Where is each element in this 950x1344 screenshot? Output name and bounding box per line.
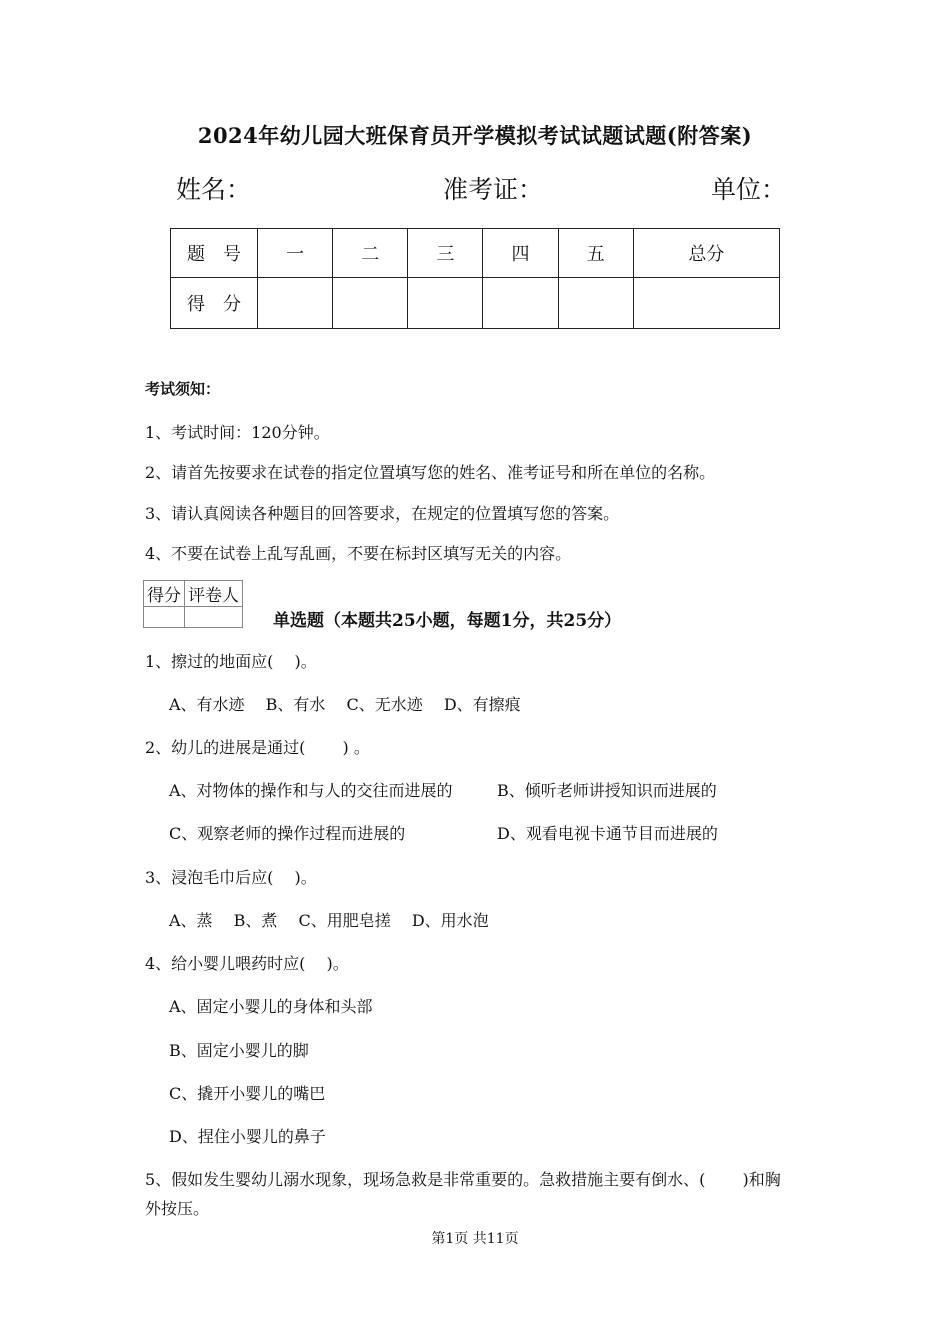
score-cell-part-3[interactable]	[408, 278, 483, 329]
unit-field-label: 单位：	[711, 175, 787, 204]
grader-box	[143, 580, 243, 628]
score-table-score-row	[171, 278, 780, 329]
section-title: 单选题（本题共25小题，每题1分，共25分）	[273, 611, 622, 631]
document-title: 2024年幼儿园大班保育员开学模拟考试试题试题(附答案)	[197, 123, 753, 148]
notice-item: 3、请认真阅读各种题目的回答要求，在规定的位置填写您的答案。	[145, 504, 620, 523]
score-row-label: 得 分	[171, 278, 258, 329]
question-2-option-b: B、倾听老师讲授知识而进展的	[497, 781, 717, 800]
page-footer: 第1页 共11页	[431, 1231, 519, 1247]
question-5-stem-line-2: 外按压。	[145, 1199, 210, 1218]
grader-reviewer-cell[interactable]	[185, 607, 243, 628]
header-cell-part-3: 三	[408, 229, 483, 278]
question-3-stem: 3、浸泡毛巾后应( )。	[145, 868, 317, 887]
question-3-options: A、蒸 B、煮 C、用肥皂搓 D、用水泡	[169, 911, 489, 930]
header-cell-part-4: 四	[483, 229, 558, 278]
header-cell-total: 总分	[633, 229, 779, 278]
score-cell-part-4[interactable]	[483, 278, 558, 329]
question-4-option-c: C、撬开小婴儿的嘴巴	[169, 1084, 326, 1103]
question-4-option-a: A、固定小婴儿的身体和头部	[169, 997, 373, 1016]
notice-item: 2、请首先按要求在试卷的指定位置填写您的姓名、准考证号和所在单位的名称。	[145, 463, 716, 482]
question-4-option-b: B、固定小婴儿的脚	[169, 1041, 309, 1060]
question-1-stem: 1、擦过的地面应( )。	[145, 652, 317, 671]
score-cell-part-5[interactable]	[558, 278, 633, 329]
name-field-label: 姓名：	[176, 175, 252, 204]
notice-item: 1、考试时间：120分钟。	[145, 423, 330, 442]
header-cell-part-1: 一	[258, 229, 333, 278]
grader-score-cell[interactable]	[144, 607, 185, 628]
question-4-option-d: D、捏住小婴儿的鼻子	[169, 1127, 326, 1146]
score-cell-total[interactable]	[633, 278, 779, 329]
header-cell-question-number: 题 号	[171, 229, 258, 278]
exam-id-field-label: 准考证：	[443, 175, 544, 204]
grader-reviewer-label: 评卷人	[185, 581, 243, 607]
score-table	[170, 228, 780, 329]
notice-heading: 考试须知：	[145, 380, 221, 398]
notice-item: 4、不要在试卷上乱写乱画，不要在标封区填写无关的内容。	[145, 544, 572, 563]
question-1-options: A、有水迹 B、有水 C、无水迹 D、有擦痕	[169, 695, 521, 714]
question-2-option-a: A、对物体的操作和与人的交往而进展的	[169, 781, 453, 800]
score-cell-part-2[interactable]	[333, 278, 408, 329]
score-table-header-row	[171, 229, 780, 278]
question-2-stem: 2、幼儿的进展是通过( ) 。	[145, 738, 370, 757]
question-5-stem-line-1: 5、假如发生婴幼儿溺水现象，现场急救是非常重要的。急救措施主要有倒水、( )和胸	[145, 1170, 781, 1189]
header-cell-part-5: 五	[558, 229, 633, 278]
grader-score-label: 得分	[144, 581, 185, 607]
score-cell-part-1[interactable]	[258, 278, 333, 329]
question-2-option-c: C、观察老师的操作过程而进展的	[169, 824, 406, 843]
question-4-stem: 4、给小婴儿喂药时应( )。	[145, 954, 349, 973]
question-2-option-d: D、观看电视卡通节目而进展的	[497, 824, 718, 843]
header-cell-part-2: 二	[333, 229, 408, 278]
